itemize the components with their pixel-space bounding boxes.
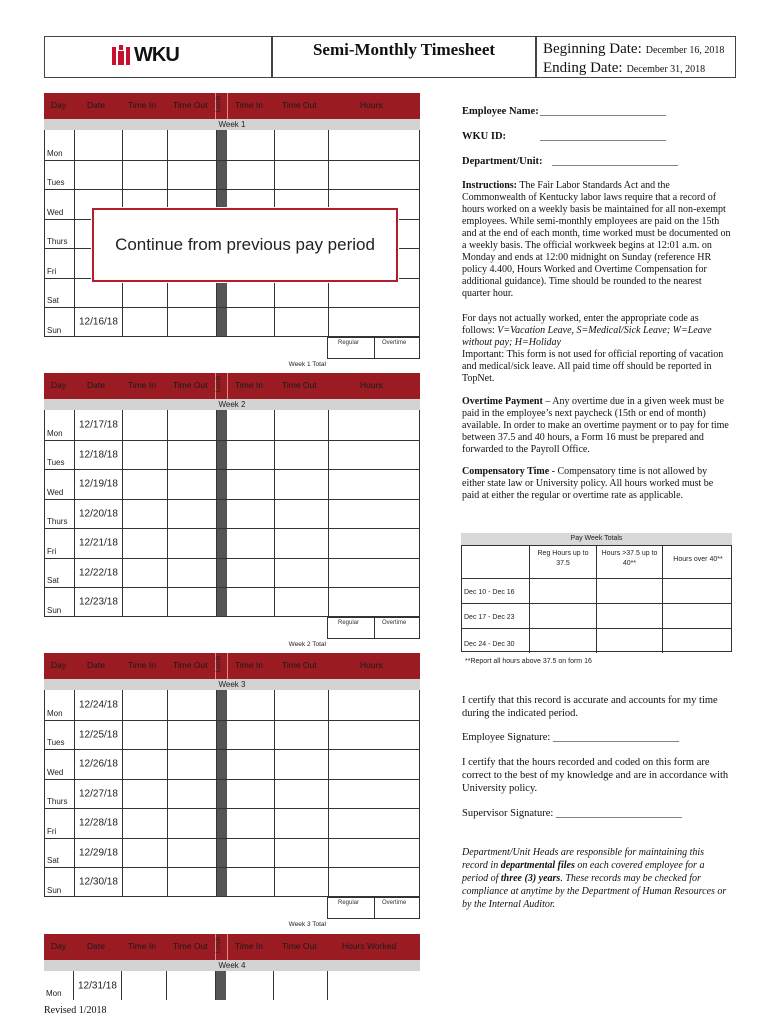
overtime-label: Overtime: [382, 899, 407, 906]
column-header: Date: [87, 941, 105, 951]
wku-id-line[interactable]: ________________________: [540, 131, 666, 142]
beginning-date-label: Beginning Date:: [543, 41, 642, 57]
wku-logo-text: WKU: [134, 44, 179, 66]
column-header: Day: [51, 660, 67, 670]
table-row[interactable]: [45, 749, 419, 779]
column-header: Time Out: [282, 100, 317, 110]
wku-id-field[interactable]: [462, 131, 666, 142]
day-name: Mon: [47, 708, 63, 718]
date-value: 12/29/18: [79, 847, 118, 859]
logo-box: [44, 36, 272, 78]
table-row[interactable]: [45, 867, 419, 897]
important-note: Important: This form is not used for official reporting of vacation and medical/sick leave. All paid time off should be reported in TopNet.: [462, 349, 724, 384]
table-header: [44, 93, 420, 119]
table-row[interactable]: [45, 410, 419, 440]
date-value: 12/24/18: [79, 699, 118, 711]
overtime-label: Overtime: [382, 619, 407, 626]
comp-body: - Compensatory time is not allowed by either state law or University policy. All hours worked must be paid at either the regular or overtime rate as applicable.: [462, 466, 714, 501]
date-value: 12/19/18: [79, 478, 118, 490]
column-header: Day: [51, 380, 67, 390]
department-field[interactable]: [462, 156, 678, 167]
overtime-label: Overtime: [382, 339, 407, 346]
lunch-column-header: [215, 653, 228, 679]
lunch-column-header: [215, 373, 228, 399]
week-grid: [44, 690, 420, 897]
day-name: Thurs: [47, 797, 68, 806]
column-header: Time Out: [282, 380, 317, 390]
lunch-column-header: [215, 934, 228, 960]
regular-label: Regular: [338, 899, 360, 906]
revision-footer: Revised 1/2018: [44, 1005, 107, 1016]
lunch-label: Lunch: [216, 655, 223, 673]
week-total-label: Week 1 Total: [288, 360, 326, 368]
retention-a: Department/Unit Heads are responsible for maintaining this record in: [462, 847, 705, 871]
ending-date-label: Ending Date:: [543, 60, 623, 76]
col-hours-over-40: Hours over 40**: [673, 556, 723, 563]
column-header: Time Out: [173, 660, 208, 670]
page-title: Semi-Monthly Timesheet: [272, 36, 536, 78]
week-label: Week 1: [44, 119, 420, 130]
table-row[interactable]: [45, 528, 419, 558]
codes-intro: For days not actually worked, enter the appropriate code as follows:: [462, 313, 699, 336]
date-value: 12/27/18: [79, 788, 118, 800]
overtime-body: – Any overtime due in a given week must be paid in the employee’s next paycheck (15th or end of month) available. In order to make an overtime payment or to pay for time between 37.5 and 40 hours, a Form 16 must be prepared and forwarded to the Payroll Office.: [462, 396, 729, 455]
instructions-body: The Fair Labor Standards Act and the Commonwealth of Kentucky labor laws require that a record of hours worked on a weekly basis be maintained for all non-exempt employees. While semi-monthly employees are paid on the 15th and at the end of each month, time worked must be documented on a weekly basis. The official workweek begins at 12:01 a.m. on Monday and ends at 12:00 midnight on Sunday (reference HR policy 4.400, Hours Worked and Overtime Compensation for additional guidance). Time should be rounded to the nearest quarter hour.: [462, 180, 731, 299]
col-reg-hours: Reg Hours up to 37.5: [537, 550, 589, 567]
employee-name-field[interactable]: [462, 106, 666, 117]
week-total-label: Week 3 Total: [288, 920, 326, 928]
column-header: Hours: [360, 100, 383, 110]
column-header: Time In: [128, 100, 157, 110]
day-name: Thurs: [47, 517, 68, 526]
day-name: Sat: [47, 296, 60, 305]
table-row[interactable]: [45, 587, 419, 617]
day-name: Thurs: [47, 237, 68, 246]
lunch-label: Lunch: [216, 936, 223, 954]
day-name: Fri: [47, 826, 57, 836]
column-header: Day: [51, 941, 67, 951]
table-row[interactable]: [45, 808, 419, 838]
retention-b: departmental files: [500, 860, 575, 871]
day-name: Wed: [47, 487, 64, 497]
day-name: Mon: [47, 148, 63, 158]
pay-week-totals-title: Pay Week Totals: [461, 533, 732, 545]
week-grid: [44, 971, 420, 1000]
column-header: Time In: [128, 660, 157, 670]
column-header: Day: [51, 100, 67, 110]
table-row[interactable]: [45, 469, 419, 499]
column-header: Date: [87, 100, 105, 110]
column-header: Time In: [235, 380, 264, 390]
table-row[interactable]: [45, 838, 419, 868]
pwt-row-3: Dec 24 - Dec 30: [464, 641, 515, 648]
day-name: Wed: [47, 207, 64, 217]
supervisor-signature-line[interactable]: Supervisor Signature: ________________________: [462, 808, 682, 819]
date-value: 12/25/18: [79, 729, 118, 741]
wku-id-label: WKU ID:: [462, 131, 507, 142]
table-row[interactable]: [45, 690, 419, 720]
beginning-date-value: December 16, 2018: [645, 45, 725, 56]
column-header: Time Out: [173, 380, 208, 390]
continue-overlay: Continue from previous pay period: [92, 208, 398, 282]
table-row[interactable]: [45, 558, 419, 588]
regular-label: Regular: [338, 619, 360, 626]
pwt-footnote: **Report all hours above 37.5 on form 16: [465, 658, 592, 665]
column-header: Date: [87, 660, 105, 670]
retention-c: on each covered employee for a period of: [462, 860, 705, 884]
table-row[interactable]: [45, 307, 419, 337]
week-total-label: Week 2 Total: [288, 640, 326, 648]
date-value: 12/18/18: [79, 449, 118, 461]
comp-time-note: [462, 466, 732, 502]
department-label: Department/Unit:: [462, 156, 543, 167]
day-name: Fri: [47, 546, 57, 556]
column-header: Time In: [235, 100, 264, 110]
column-header: Time In: [235, 660, 264, 670]
retention-d: three (3) years: [500, 873, 561, 884]
employee-signature-line[interactable]: Employee Signature: ________________________: [462, 732, 679, 743]
table-header: [44, 934, 420, 960]
employee-name-label: Employee Name:: [462, 106, 539, 117]
date-value: 12/28/18: [79, 817, 118, 829]
day-name: Mon: [46, 989, 62, 998]
date-value: 12/23/18: [79, 596, 118, 608]
department-line[interactable]: ________________________: [552, 156, 678, 167]
date-value: 12/16/18: [79, 316, 118, 328]
week-grid: [44, 410, 420, 617]
week-totals-box[interactable]: [327, 617, 420, 639]
overtime-lead: Overtime Payment: [462, 396, 543, 407]
week-totals-box[interactable]: [327, 337, 420, 359]
supervisor-certify-text: I certify that the hours recorded and coded on this form are correct to the best of my knowledge and are in accordance with University policy.: [462, 757, 729, 794]
table-header: [44, 653, 420, 679]
pwt-row-1: Dec 10 - Dec 16: [464, 589, 515, 596]
regular-label: Regular: [338, 339, 360, 346]
column-header: Time Out: [173, 100, 208, 110]
table-row[interactable]: [45, 160, 419, 190]
day-name: Sun: [47, 885, 62, 895]
day-name: Wed: [47, 767, 64, 777]
column-header: Hours Worked: [342, 941, 397, 951]
column-header: Time Out: [282, 941, 317, 951]
pwt-row-2: Dec 17 - Dec 23: [464, 614, 515, 621]
day-name: Fri: [47, 266, 57, 276]
instructions: [462, 180, 732, 300]
column-header: Time Out: [173, 941, 208, 951]
date-value: 12/21/18: [79, 537, 118, 549]
day-name: Sun: [47, 605, 62, 615]
leave-codes: [462, 313, 732, 385]
column-header: Hours: [360, 660, 383, 670]
day-name: Tues: [47, 738, 65, 747]
date-value: 12/20/18: [79, 508, 118, 520]
pay-week-totals-grid: [461, 545, 732, 652]
retention-e: . These records may be checked for compliance at anytime by the Department of Human Resources or by the Internal Auditor.: [462, 873, 727, 910]
codes-list: V=Vacation Leave, S=Medical/Sick Leave; W=Leave without pay; H=Holiday: [462, 325, 712, 348]
day-name: Tues: [47, 458, 65, 467]
table-row[interactable]: [44, 971, 418, 1000]
week-label: Week 4: [44, 960, 420, 971]
day-name: Mon: [47, 428, 63, 438]
table-row[interactable]: [45, 779, 419, 809]
lunch-label: Lunch: [216, 375, 223, 393]
instructions-lead: Instructions:: [462, 180, 518, 191]
column-header: Time Out: [282, 660, 317, 670]
week-label: Week 3: [44, 679, 420, 690]
date-value: 12/31/18: [78, 980, 117, 991]
table-header: [44, 373, 420, 399]
date-value: 12/26/18: [79, 758, 118, 770]
day-name: Tues: [47, 178, 65, 187]
week-label: Week 2: [44, 399, 420, 410]
overtime-note: [462, 396, 732, 456]
lunch-column-header: [215, 93, 228, 119]
column-header: Date: [87, 380, 105, 390]
lunch-label: Lunch: [216, 95, 223, 113]
table-row[interactable]: [45, 720, 419, 750]
date-value: 12/17/18: [79, 419, 118, 431]
col-hours-37-40: Hours >37.5 up to 40**: [601, 550, 658, 567]
day-name: Sat: [47, 576, 60, 585]
ending-date-value: December 31, 2018: [626, 64, 706, 75]
wku-cupola-icon: [111, 45, 131, 67]
column-header: Hours: [360, 380, 383, 390]
retention-policy: [462, 846, 732, 911]
comp-lead: Compensatory Time: [462, 466, 550, 477]
week-totals-box[interactable]: [327, 897, 420, 919]
date-value: 12/30/18: [79, 876, 118, 888]
employee-name-line[interactable]: ________________________: [540, 106, 666, 117]
table-row[interactable]: [45, 130, 419, 160]
date-value: 12/22/18: [79, 567, 118, 579]
date-range: [536, 36, 736, 78]
day-name: Sun: [47, 325, 62, 335]
day-name: Sat: [47, 856, 60, 865]
table-row[interactable]: [45, 440, 419, 470]
column-header: Time In: [128, 380, 157, 390]
employee-certify-text: I certify that this record is accurate and accounts for my time during the indicated period.: [462, 695, 718, 719]
table-row[interactable]: [45, 499, 419, 529]
column-header: Time In: [235, 941, 264, 951]
column-header: Time In: [128, 941, 157, 951]
